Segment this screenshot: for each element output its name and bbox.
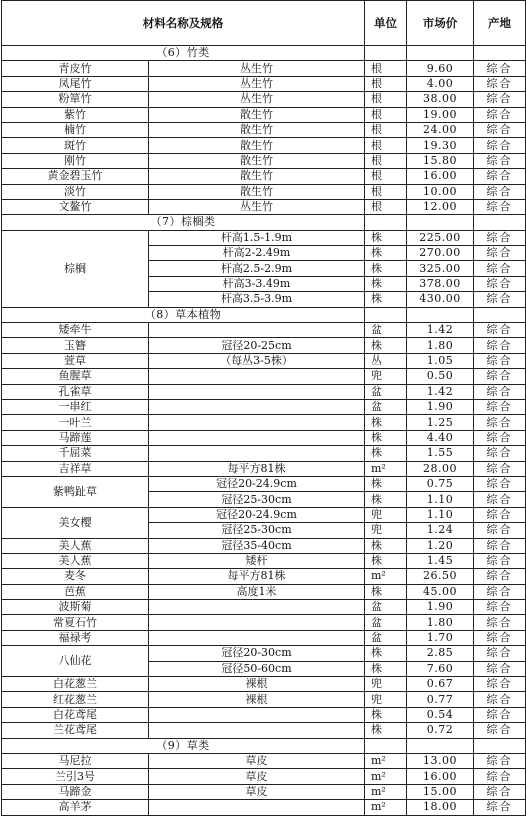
empty-cell — [407, 215, 474, 230]
material-name: 一串红 — [2, 399, 149, 414]
material-spec: 冠径20-30cm — [149, 646, 365, 661]
price-table-container — [1, 0, 525, 816]
material-name: 马蹄莲 — [2, 430, 149, 445]
material-name: 千屈菜 — [2, 446, 149, 461]
unit-cell: 根 — [365, 92, 407, 107]
material-name: 青皮竹 — [2, 61, 149, 76]
table-row — [2, 784, 526, 799]
origin-cell: 综合 — [474, 399, 526, 414]
price-cell: 1.20 — [407, 538, 474, 553]
material-name: 美人蕉 — [2, 553, 149, 568]
material-name: 高羊茅 — [2, 800, 149, 815]
price-cell: 1.70 — [407, 630, 474, 645]
empty-cell — [474, 738, 526, 753]
origin-cell: 综合 — [474, 784, 526, 799]
unit-cell: m² — [365, 800, 407, 815]
material-spec: 冠径50-60cm — [149, 661, 365, 676]
material-name: 鱼腥草 — [2, 369, 149, 384]
table-row — [2, 538, 526, 553]
material-spec: 冠径25-30cm — [149, 523, 365, 538]
material-name: 文鳌竹 — [2, 199, 149, 214]
origin-cell: 综合 — [474, 246, 526, 261]
material-spec — [149, 600, 365, 615]
material-name: 玉簪 — [2, 338, 149, 353]
unit-cell: 株 — [365, 446, 407, 461]
origin-cell: 综合 — [474, 261, 526, 276]
table-row — [2, 753, 526, 768]
category-row — [2, 307, 526, 322]
unit-cell: 根 — [365, 61, 407, 76]
material-spec: 杆高3-3.49m — [149, 276, 365, 291]
unit-cell: 根 — [365, 153, 407, 168]
material-name: 芭蕉 — [2, 584, 149, 599]
unit-cell: 根 — [365, 138, 407, 153]
price-cell: 10.00 — [407, 184, 474, 199]
material-spec: 草皮 — [149, 753, 365, 768]
material-spec: 丛生竹 — [149, 76, 365, 91]
price-cell: 0.72 — [407, 723, 474, 738]
price-cell: 1.10 — [407, 507, 474, 522]
table-row — [2, 230, 526, 245]
unit-cell: 株 — [365, 415, 407, 430]
header-price: 市场价 — [407, 1, 474, 46]
price-cell: 1.45 — [407, 553, 474, 568]
origin-cell: 综合 — [474, 338, 526, 353]
category-row — [2, 738, 526, 753]
origin-cell: 综合 — [474, 276, 526, 291]
price-cell: 1.80 — [407, 338, 474, 353]
origin-cell: 综合 — [474, 122, 526, 137]
unit-cell: 株 — [365, 646, 407, 661]
origin-cell: 综合 — [474, 292, 526, 307]
material-spec: （每丛3-5株） — [149, 353, 365, 368]
table-row — [2, 76, 526, 91]
origin-cell: 综合 — [474, 415, 526, 430]
price-cell: 24.00 — [407, 122, 474, 137]
price-cell: 0.77 — [407, 692, 474, 707]
table-row — [2, 138, 526, 153]
origin-cell: 综合 — [474, 476, 526, 491]
origin-cell: 综合 — [474, 76, 526, 91]
origin-cell: 综合 — [474, 184, 526, 199]
unit-cell: 株 — [365, 538, 407, 553]
origin-cell: 综合 — [474, 323, 526, 338]
table-header-row — [2, 1, 526, 46]
table-row — [2, 692, 526, 707]
category-title: （6）竹类 — [2, 46, 365, 61]
empty-cell — [365, 215, 407, 230]
unit-cell: 兜 — [365, 677, 407, 692]
unit-cell: m² — [365, 784, 407, 799]
material-spec: 草皮 — [149, 769, 365, 784]
origin-cell: 综合 — [474, 753, 526, 768]
category-row — [2, 215, 526, 230]
origin-cell: 综合 — [474, 538, 526, 553]
material-name: 波斯菊 — [2, 600, 149, 615]
material-name: 楠竹 — [2, 122, 149, 137]
material-name: 萱草 — [2, 353, 149, 368]
table-row — [2, 707, 526, 722]
price-cell: 19.30 — [407, 138, 474, 153]
table-row — [2, 461, 526, 476]
price-cell: 45.00 — [407, 584, 474, 599]
material-spec — [149, 723, 365, 738]
material-name: 兰花鸢尾 — [2, 723, 149, 738]
material-name: 黄金碧玉竹 — [2, 169, 149, 184]
material-name: 福禄考 — [2, 630, 149, 645]
price-cell: 378.00 — [407, 276, 474, 291]
empty-cell — [474, 215, 526, 230]
material-spec: 散生竹 — [149, 122, 365, 137]
material-spec: 杆高2.5-2.9m — [149, 261, 365, 276]
table-row — [2, 600, 526, 615]
price-cell: 15.00 — [407, 784, 474, 799]
category-title: （8）草本植物 — [2, 307, 365, 322]
material-spec: 冠径20-24.9cm — [149, 476, 365, 491]
material-spec: 冠径20-24.9cm — [149, 507, 365, 522]
material-name: 淡竹 — [2, 184, 149, 199]
table-row — [2, 169, 526, 184]
unit-cell: 株 — [365, 553, 407, 568]
material-spec: 丛生竹 — [149, 199, 365, 214]
category-title: （9）草类 — [2, 738, 365, 753]
price-cell: 7.60 — [407, 661, 474, 676]
origin-cell: 综合 — [474, 369, 526, 384]
origin-cell: 综合 — [474, 507, 526, 522]
unit-cell: 株 — [365, 230, 407, 245]
material-spec: 裸根 — [149, 677, 365, 692]
price-cell: 19.00 — [407, 107, 474, 122]
table-row — [2, 615, 526, 630]
table-row — [2, 199, 526, 214]
table-row — [2, 507, 526, 522]
material-spec: 散生竹 — [149, 138, 365, 153]
material-name: 马蹄金 — [2, 784, 149, 799]
origin-cell: 综合 — [474, 492, 526, 507]
price-cell: 26.50 — [407, 569, 474, 584]
price-cell: 16.00 — [407, 769, 474, 784]
price-cell: 9.60 — [407, 61, 474, 76]
table-row — [2, 122, 526, 137]
unit-cell: 盆 — [365, 630, 407, 645]
table-row — [2, 553, 526, 568]
unit-cell: 兜 — [365, 507, 407, 522]
price-cell: 13.00 — [407, 753, 474, 768]
price-cell: 1.25 — [407, 415, 474, 430]
material-name: 棕榈 — [2, 230, 149, 307]
table-row — [2, 584, 526, 599]
table-row — [2, 369, 526, 384]
price-cell: 1.10 — [407, 492, 474, 507]
empty-cell — [474, 307, 526, 322]
unit-cell: m² — [365, 461, 407, 476]
material-spec: 丛生竹 — [149, 92, 365, 107]
unit-cell: 盆 — [365, 323, 407, 338]
origin-cell: 综合 — [474, 692, 526, 707]
material-spec: 每平方81株 — [149, 461, 365, 476]
unit-cell: 株 — [365, 276, 407, 291]
unit-cell: 兜 — [365, 523, 407, 538]
table-row — [2, 769, 526, 784]
unit-cell: 根 — [365, 76, 407, 91]
origin-cell: 综合 — [474, 661, 526, 676]
material-spec — [149, 323, 365, 338]
material-name: 红花葱兰 — [2, 692, 149, 707]
material-spec — [149, 800, 365, 815]
origin-cell: 综合 — [474, 461, 526, 476]
price-cell: 4.00 — [407, 76, 474, 91]
table-row — [2, 430, 526, 445]
table-row — [2, 646, 526, 661]
origin-cell: 综合 — [474, 169, 526, 184]
empty-cell — [474, 46, 526, 61]
unit-cell: 盆 — [365, 384, 407, 399]
price-cell: 270.00 — [407, 246, 474, 261]
unit-cell: 株 — [365, 430, 407, 445]
material-name: 麦冬 — [2, 569, 149, 584]
table-row — [2, 338, 526, 353]
material-spec: 冠径20-25cm — [149, 338, 365, 353]
table-row — [2, 384, 526, 399]
origin-cell: 综合 — [474, 523, 526, 538]
table-row — [2, 323, 526, 338]
origin-cell: 综合 — [474, 353, 526, 368]
material-spec: 冠径35-40cm — [149, 538, 365, 553]
unit-cell: m² — [365, 769, 407, 784]
price-cell: 225.00 — [407, 230, 474, 245]
category-row — [2, 46, 526, 61]
origin-cell: 综合 — [474, 723, 526, 738]
origin-cell: 综合 — [474, 153, 526, 168]
unit-cell: 丛 — [365, 353, 407, 368]
material-spec: 丛生竹 — [149, 61, 365, 76]
price-cell: 0.50 — [407, 369, 474, 384]
material-name: 白花鸢尾 — [2, 707, 149, 722]
unit-cell: 盆 — [365, 615, 407, 630]
unit-cell: m² — [365, 753, 407, 768]
price-cell: 0.67 — [407, 677, 474, 692]
material-name: 刚竹 — [2, 153, 149, 168]
material-spec: 高度1米 — [149, 584, 365, 599]
unit-cell: 株 — [365, 338, 407, 353]
material-price-table — [1, 0, 526, 816]
unit-cell: 株 — [365, 707, 407, 722]
empty-cell — [365, 738, 407, 753]
origin-cell: 综合 — [474, 199, 526, 214]
origin-cell: 综合 — [474, 553, 526, 568]
table-row — [2, 630, 526, 645]
price-cell: 1.90 — [407, 600, 474, 615]
unit-cell: 株 — [365, 261, 407, 276]
table-row — [2, 677, 526, 692]
unit-cell: 株 — [365, 723, 407, 738]
material-spec: 冠径25-30cm — [149, 492, 365, 507]
table-row — [2, 569, 526, 584]
price-cell: 1.24 — [407, 523, 474, 538]
price-cell: 325.00 — [407, 261, 474, 276]
unit-cell: 株 — [365, 661, 407, 676]
empty-cell — [407, 738, 474, 753]
table-row — [2, 153, 526, 168]
origin-cell: 综合 — [474, 430, 526, 445]
table-row — [2, 184, 526, 199]
origin-cell: 综合 — [474, 107, 526, 122]
header-origin: 产地 — [474, 1, 526, 46]
price-cell: 15.80 — [407, 153, 474, 168]
unit-cell: 盆 — [365, 399, 407, 414]
origin-cell: 综合 — [474, 630, 526, 645]
material-name: 粉箪竹 — [2, 92, 149, 107]
material-spec — [149, 369, 365, 384]
table-row — [2, 399, 526, 414]
price-cell: 1.80 — [407, 615, 474, 630]
material-spec — [149, 615, 365, 630]
origin-cell: 综合 — [474, 677, 526, 692]
price-cell: 16.00 — [407, 169, 474, 184]
empty-cell — [365, 46, 407, 61]
material-name: 美女樱 — [2, 507, 149, 538]
table-row — [2, 353, 526, 368]
material-name: 八仙花 — [2, 646, 149, 677]
price-cell: 0.75 — [407, 476, 474, 491]
unit-cell: 根 — [365, 122, 407, 137]
table-row — [2, 415, 526, 430]
empty-cell — [365, 307, 407, 322]
origin-cell: 综合 — [474, 92, 526, 107]
price-cell: 1.55 — [407, 446, 474, 461]
unit-cell: 根 — [365, 169, 407, 184]
origin-cell: 综合 — [474, 800, 526, 815]
material-name: 兰引3号 — [2, 769, 149, 784]
material-spec — [149, 415, 365, 430]
unit-cell: 株 — [365, 476, 407, 491]
material-name: 矮牵牛 — [2, 323, 149, 338]
unit-cell: 根 — [365, 199, 407, 214]
material-name: 常夏石竹 — [2, 615, 149, 630]
price-cell: 430.00 — [407, 292, 474, 307]
material-spec — [149, 630, 365, 645]
origin-cell: 综合 — [474, 707, 526, 722]
price-cell: 4.40 — [407, 430, 474, 445]
unit-cell: 根 — [365, 107, 407, 122]
price-cell: 28.00 — [407, 461, 474, 476]
material-spec — [149, 399, 365, 414]
table-row — [2, 476, 526, 491]
unit-cell: 株 — [365, 292, 407, 307]
table-row — [2, 446, 526, 461]
material-spec: 每平方81株 — [149, 569, 365, 584]
material-name: 一叶兰 — [2, 415, 149, 430]
unit-cell: 株 — [365, 492, 407, 507]
material-spec — [149, 707, 365, 722]
price-cell: 0.54 — [407, 707, 474, 722]
unit-cell: 盆 — [365, 600, 407, 615]
price-cell: 38.00 — [407, 92, 474, 107]
origin-cell: 综合 — [474, 384, 526, 399]
price-cell: 2.85 — [407, 646, 474, 661]
empty-cell — [407, 46, 474, 61]
unit-cell: 兜 — [365, 369, 407, 384]
material-name: 紫鸭趾草 — [2, 476, 149, 507]
material-spec: 草皮 — [149, 784, 365, 799]
origin-cell: 综合 — [474, 138, 526, 153]
table-row — [2, 61, 526, 76]
material-spec: 杆高1.5-1.9m — [149, 230, 365, 245]
material-spec: 裸根 — [149, 692, 365, 707]
origin-cell: 综合 — [474, 600, 526, 615]
unit-cell: 株 — [365, 246, 407, 261]
price-cell: 1.05 — [407, 353, 474, 368]
material-spec: 杆高2-2.49m — [149, 246, 365, 261]
table-row — [2, 723, 526, 738]
material-name: 吉祥草 — [2, 461, 149, 476]
category-title: （7）棕榈类 — [2, 215, 365, 230]
material-name: 凤尾竹 — [2, 76, 149, 91]
material-name: 孔雀草 — [2, 384, 149, 399]
unit-cell: m² — [365, 569, 407, 584]
unit-cell: 根 — [365, 184, 407, 199]
origin-cell: 综合 — [474, 584, 526, 599]
price-cell: 1.90 — [407, 399, 474, 414]
material-spec — [149, 430, 365, 445]
material-name: 美人蕉 — [2, 538, 149, 553]
material-spec: 矮杆 — [149, 553, 365, 568]
header-material: 材料名称及规格 — [2, 1, 365, 46]
unit-cell: 株 — [365, 584, 407, 599]
material-spec: 散生竹 — [149, 153, 365, 168]
price-cell: 18.00 — [407, 800, 474, 815]
header-unit: 单位 — [365, 1, 407, 46]
table-row — [2, 92, 526, 107]
origin-cell: 综合 — [474, 569, 526, 584]
material-spec — [149, 446, 365, 461]
material-spec: 杆高3.5-3.9m — [149, 292, 365, 307]
material-spec: 散生竹 — [149, 184, 365, 199]
material-spec — [149, 384, 365, 399]
material-spec: 散生竹 — [149, 107, 365, 122]
table-row — [2, 107, 526, 122]
origin-cell: 综合 — [474, 769, 526, 784]
origin-cell: 综合 — [474, 230, 526, 245]
material-name: 紫竹 — [2, 107, 149, 122]
price-cell: 1.42 — [407, 384, 474, 399]
empty-cell — [407, 307, 474, 322]
price-cell: 1.42 — [407, 323, 474, 338]
material-name: 马尼拉 — [2, 753, 149, 768]
price-cell: 12.00 — [407, 199, 474, 214]
unit-cell: 兜 — [365, 692, 407, 707]
origin-cell: 综合 — [474, 446, 526, 461]
material-spec: 散生竹 — [149, 169, 365, 184]
origin-cell: 综合 — [474, 615, 526, 630]
table-row — [2, 800, 526, 815]
material-name: 斑竹 — [2, 138, 149, 153]
origin-cell: 综合 — [474, 646, 526, 661]
origin-cell: 综合 — [474, 61, 526, 76]
material-name: 白花葱兰 — [2, 677, 149, 692]
